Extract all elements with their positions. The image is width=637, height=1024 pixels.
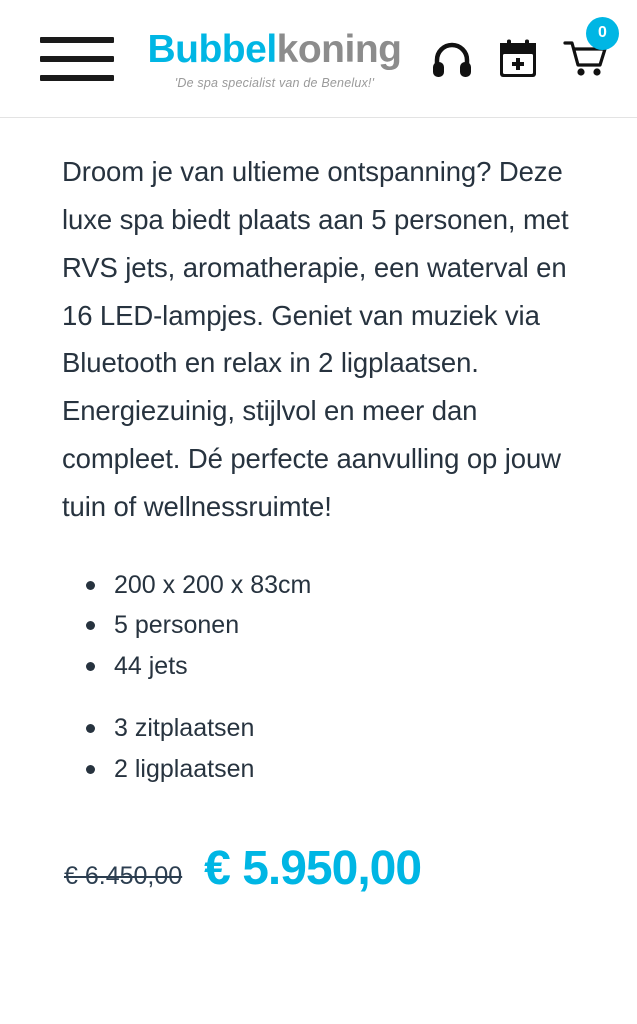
- brand-title-primary: Bubbel: [147, 27, 277, 71]
- hamburger-menu-icon[interactable]: [40, 37, 114, 81]
- price-row: [62, 841, 589, 896]
- calendar-plus-icon[interactable]: [497, 38, 539, 80]
- product-spec-list-secondary: [62, 708, 589, 789]
- site-header: [0, 0, 637, 118]
- list-item: 3 zitplaatsen: [82, 708, 589, 749]
- price-current: € 5.950,00: [204, 842, 422, 896]
- list-item: 44 jets: [82, 646, 589, 687]
- site-logo[interactable]: [126, 27, 423, 90]
- list-item: 5 personen: [82, 605, 589, 646]
- list-item: 200 x 200 x 83cm: [82, 565, 589, 606]
- price-original: € 6.450,00: [64, 862, 183, 891]
- headphones-icon[interactable]: [431, 40, 473, 78]
- brand-title: [147, 27, 402, 71]
- product-description: Droom je van ultieme ontspanning? Deze luxe spa biedt plaats aan 5 personen, met RVS jets, aromatherapie, een waterval en 16 LED-lampjes. Geniet van muziek via Bluetooth en relax in 2 ligplaatsen. Energiezuinig, stijlvol en meer dan compleet. Dé perfecte aanvulling op jouw tuin of wellnessruimte!: [62, 156, 569, 522]
- brand-title-secondary: koning: [276, 27, 402, 71]
- product-spec-list-primary: [62, 565, 589, 687]
- cart-count-badge: 0: [586, 17, 619, 50]
- hamburger-bar: [40, 37, 114, 43]
- hamburger-bar: [40, 75, 114, 81]
- product-content: [0, 118, 637, 896]
- header-icon-group: [431, 24, 609, 80]
- shopping-cart-icon[interactable]: [563, 24, 609, 80]
- list-item: 2 ligplaatsen: [82, 749, 589, 790]
- hamburger-bar: [40, 56, 114, 62]
- brand-tagline: 'De spa specialist van de Benelux!': [174, 75, 375, 90]
